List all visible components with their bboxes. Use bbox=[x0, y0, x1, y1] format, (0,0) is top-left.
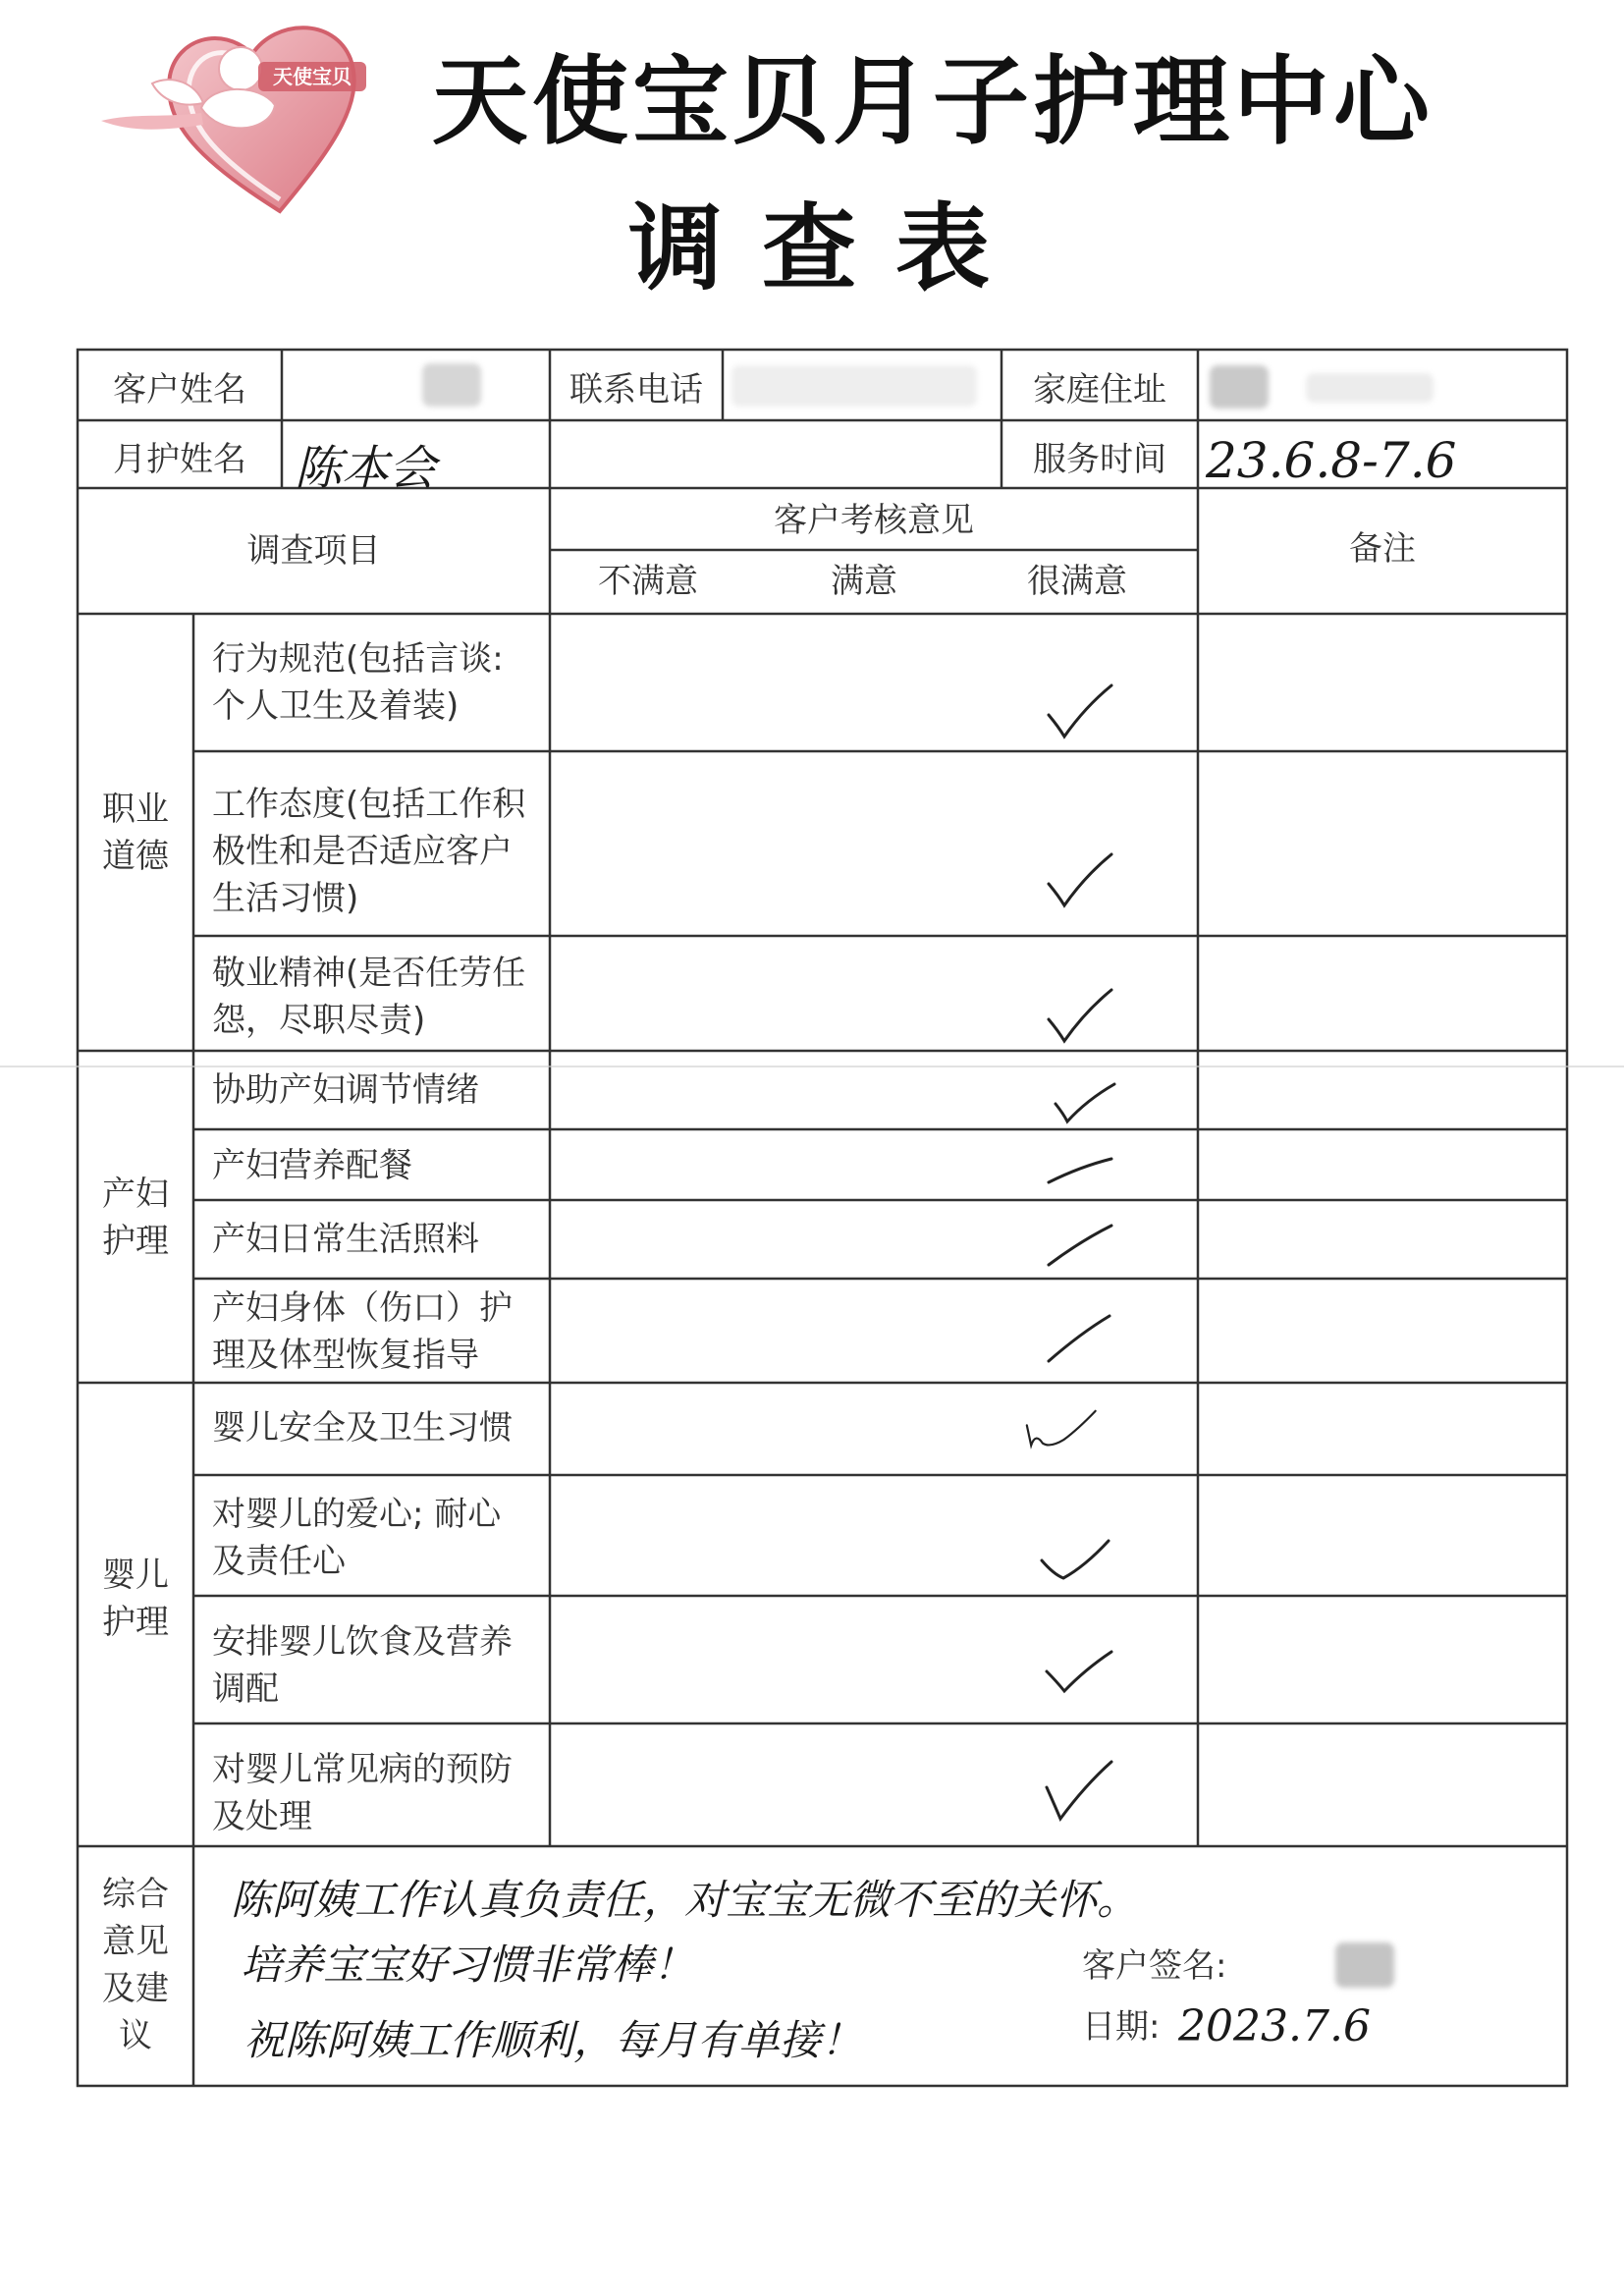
col-unsatisfied: 不满意 bbox=[598, 562, 698, 601]
signature-redacted bbox=[1335, 1942, 1394, 1988]
check-mark-icon bbox=[1036, 1527, 1114, 1596]
customer-name-label: 客户姓名 bbox=[113, 370, 246, 410]
logo-text: 天使宝贝 bbox=[273, 65, 352, 88]
service-time-label: 服务时间 bbox=[1033, 440, 1166, 479]
address-redacted bbox=[1210, 365, 1269, 409]
check-mark-icon bbox=[1041, 847, 1119, 915]
page-title: 天使宝贝月子护理中心 bbox=[432, 46, 1435, 158]
summary-label: 综合 意见 及建 议 bbox=[102, 1875, 169, 2055]
col-very-satisfied: 很满意 bbox=[1027, 562, 1127, 601]
address-redacted-2 bbox=[1306, 373, 1434, 403]
items-column-header: 调查项目 bbox=[246, 531, 381, 571]
signature-label: 客户签名: bbox=[1082, 1946, 1227, 1986]
page-subtitle: 调查表 bbox=[628, 193, 1029, 303]
item-baby-diet: 安排婴儿饮食及营养 调配 bbox=[212, 1622, 513, 1709]
date-value: 2023.7.6 bbox=[1178, 2001, 1371, 2051]
item-work-attitude: 工作态度(包括工作积 极性和是否适应客户 生活习惯) bbox=[212, 785, 526, 918]
opinion-header: 客户考核意见 bbox=[774, 501, 974, 540]
item-dedication: 敬业精神(是否任劳任 怨，尽职尽责) bbox=[212, 954, 526, 1040]
check-mark-icon bbox=[1041, 1758, 1119, 1827]
item-nutrition: 产妇营养配餐 bbox=[212, 1146, 412, 1185]
address-label: 家庭住址 bbox=[1033, 370, 1166, 410]
phone-label: 联系电话 bbox=[569, 370, 703, 410]
check-mark-icon bbox=[1046, 1070, 1124, 1139]
group-label-professional-ethics: 职业 道德 bbox=[102, 790, 169, 876]
item-baby-illness: 对婴儿常见病的预防 及处理 bbox=[212, 1750, 513, 1836]
item-body-recovery: 产妇身体（伤口）护 理及体型恢复指导 bbox=[212, 1288, 513, 1375]
check-mark-icon bbox=[1041, 1640, 1119, 1709]
item-baby-safety: 婴儿安全及卫生习惯 bbox=[212, 1408, 513, 1448]
item-daily-care: 产妇日常生活照料 bbox=[212, 1220, 479, 1259]
col-satisfied: 满意 bbox=[831, 562, 897, 601]
heart-cupid-logo bbox=[93, 15, 417, 221]
item-baby-love: 对婴儿的爱心; 耐心 及责任心 bbox=[212, 1495, 502, 1581]
check-mark-icon bbox=[1041, 982, 1119, 1051]
service-time-value: 23.6.8-7.6 bbox=[1206, 432, 1457, 489]
summary-comment-line-1: 陈阿姨工作认真负责任，对宝宝无微不至的关怀。 bbox=[231, 1876, 1139, 1924]
caregiver-signature: 陈本会 bbox=[295, 441, 437, 496]
item-behavior-norms: 行为规范(包括言谈: 个人卫生及着装) bbox=[212, 639, 504, 726]
summary-comment-line-3: 祝陈阿姨工作顺利，每月有单接！ bbox=[244, 2016, 863, 2064]
customer-name-redacted bbox=[422, 363, 481, 407]
check-mark-icon bbox=[1041, 1306, 1119, 1375]
group-label-baby-care: 婴儿 护理 bbox=[102, 1556, 169, 1642]
phone-redacted bbox=[731, 365, 977, 407]
check-mark-icon bbox=[1041, 678, 1119, 746]
check-mark-icon bbox=[1041, 1218, 1119, 1286]
item-mood-help: 协助产妇调节情绪 bbox=[212, 1070, 479, 1110]
check-mark-icon bbox=[1041, 1147, 1119, 1216]
check-mark-icon bbox=[1021, 1394, 1100, 1463]
caregiver-label: 月护姓名 bbox=[113, 440, 246, 479]
group-label-mother-care: 产妇 护理 bbox=[102, 1175, 169, 1261]
date-label: 日期: bbox=[1082, 2007, 1161, 2047]
summary-comment-line-2: 培养宝宝好习惯非常棒！ bbox=[241, 1941, 695, 1989]
remarks-header: 备注 bbox=[1349, 529, 1416, 569]
